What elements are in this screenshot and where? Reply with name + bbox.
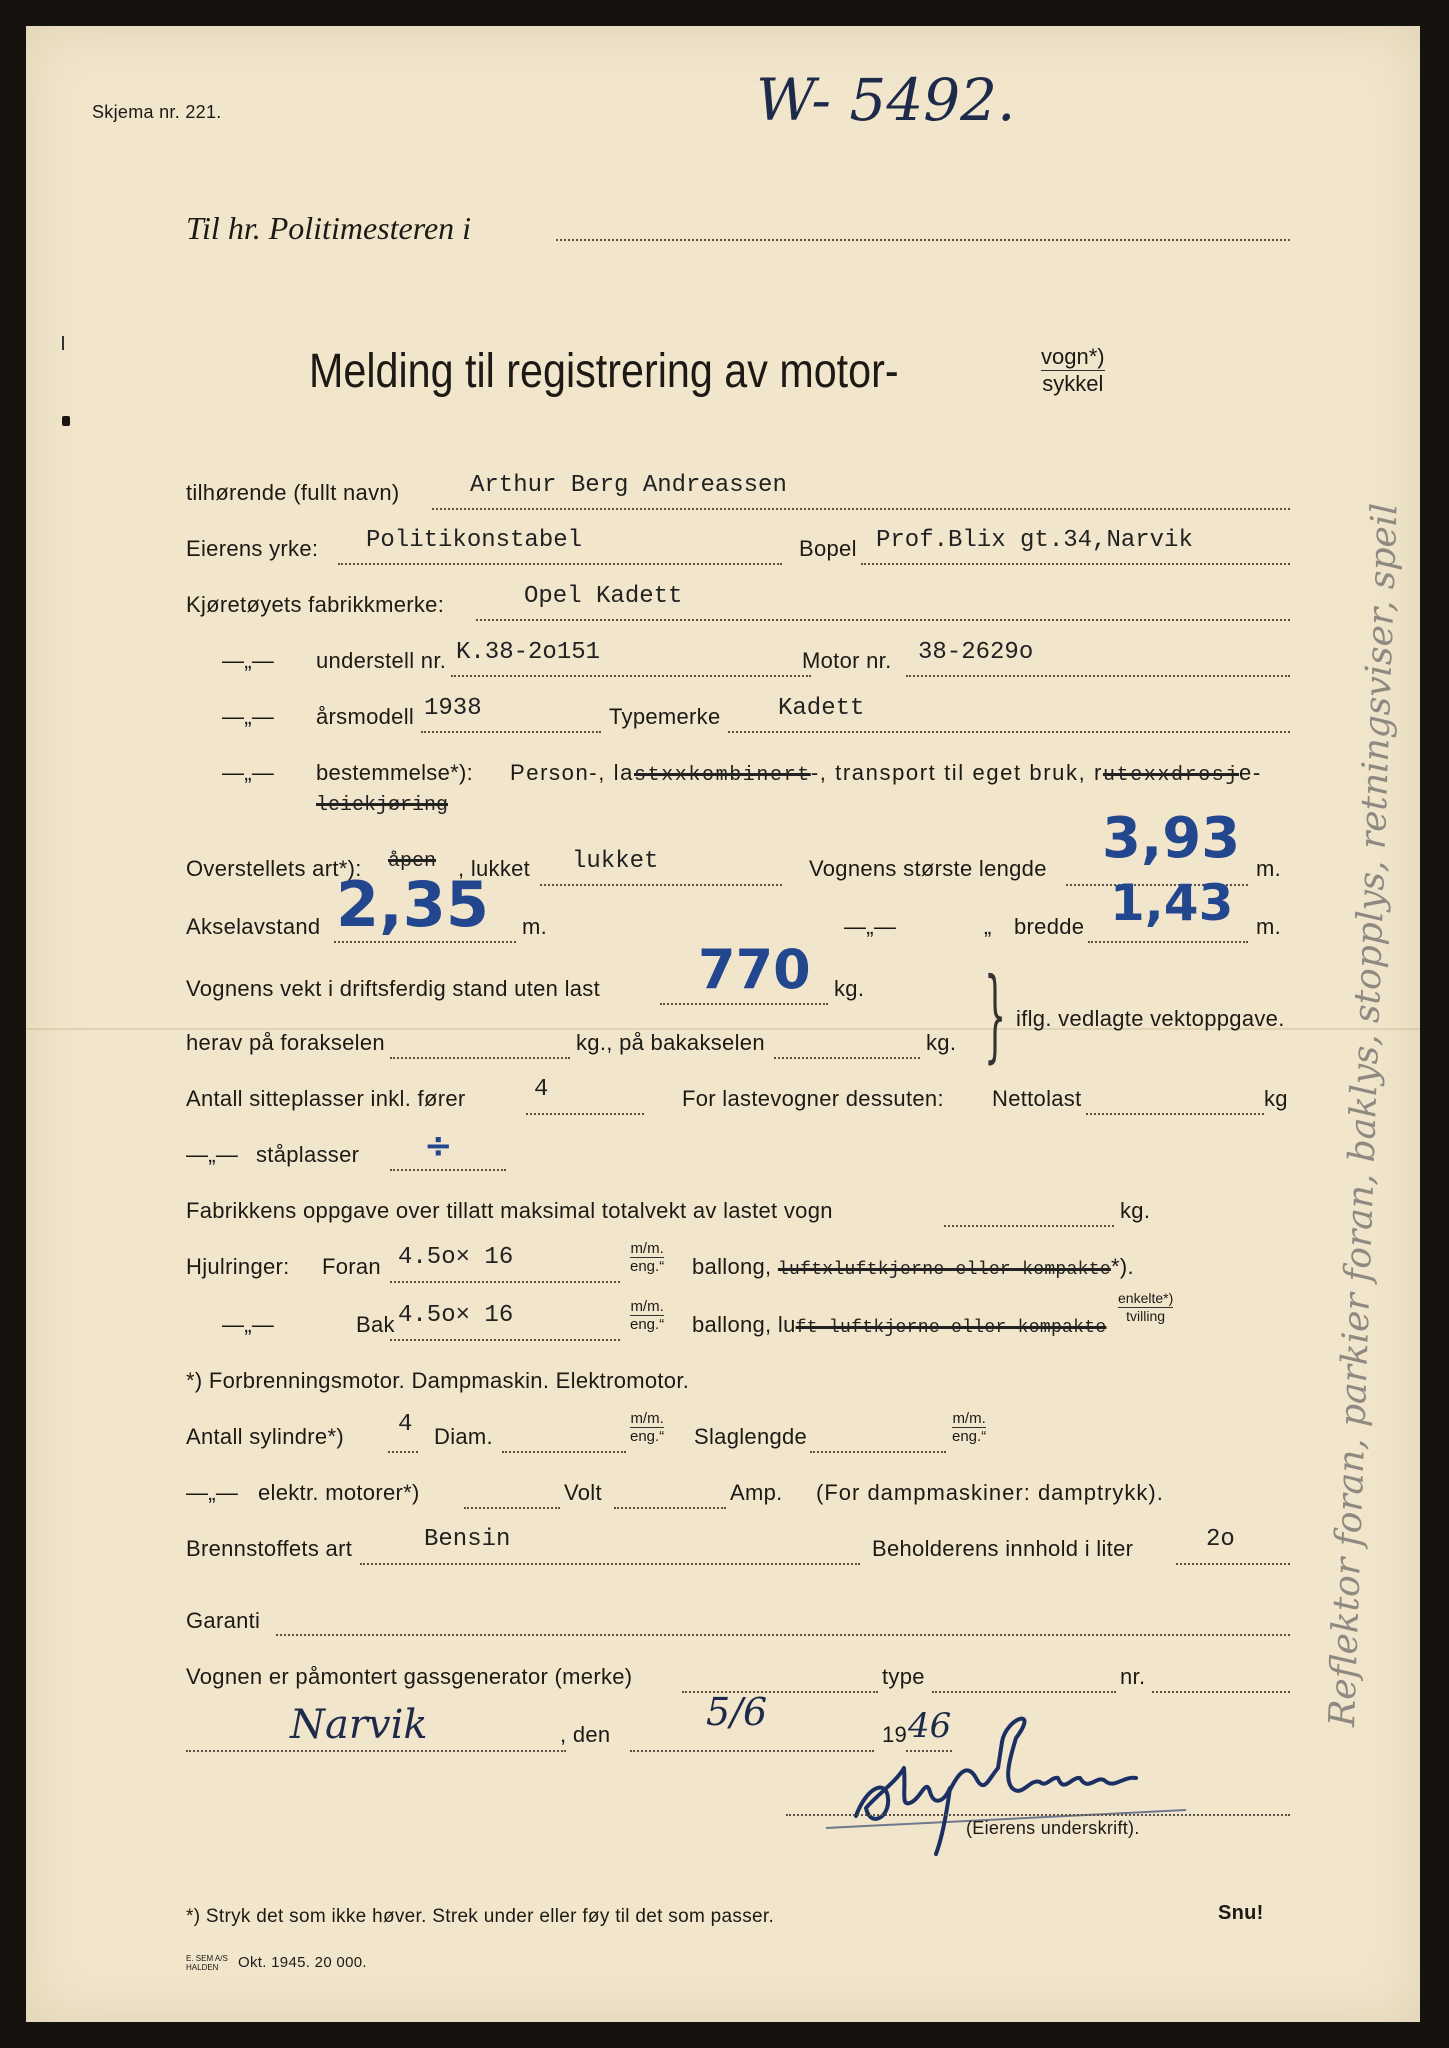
tank-label: Beholderens innhold i liter (872, 1536, 1134, 1561)
printer-mark (186, 1954, 228, 1972)
tires-rear-label: Bak (356, 1312, 395, 1337)
trucks-label: For lastevogner dessuten: (682, 1086, 944, 1111)
width-label: bredde (1014, 914, 1085, 939)
unit-eng: eng.“ (630, 1428, 665, 1445)
width-value: 1,43 (1110, 874, 1234, 932)
weight-label: Vognens vekt i driftsferdig stand uten last (186, 976, 601, 1001)
unit-mm: m/m. (630, 1240, 664, 1257)
body-label: Overstellets art*): (186, 856, 362, 881)
fuel-line (360, 1563, 860, 1565)
occupation-label: Eierens yrke: (186, 536, 319, 561)
net-load-unit: kg (1264, 1086, 1288, 1111)
ditto-mark: —„— (222, 1312, 275, 1337)
unit-eng: eng.“ (630, 1258, 665, 1275)
date-den-label: , den (560, 1722, 611, 1747)
weight-line (660, 1003, 828, 1005)
tires-front-struck: luftxluftkjerne eller kompakte (777, 1260, 1111, 1280)
guarantee-line (276, 1634, 1290, 1636)
owner-name: Arthur Berg Andreassen (470, 472, 787, 499)
rear-axle-unit: kg. (926, 1030, 957, 1055)
purpose-label: bestemmelse*): (316, 760, 474, 785)
ditto-mark: —„— (844, 914, 897, 939)
guarantee-label: Garanti (186, 1608, 261, 1633)
option-twin: tvilling (1126, 1308, 1166, 1324)
year-prefix: 19 (882, 1722, 908, 1747)
tires-rear-unit (630, 1298, 664, 1333)
edge-mark (62, 336, 64, 350)
electric-motors-line (464, 1507, 560, 1509)
body-struck-open: åpen (388, 850, 437, 873)
length-value: 3,93 (1102, 806, 1241, 871)
occupation-line (338, 563, 782, 565)
file-number: W- 5492. (756, 66, 1016, 134)
chassis-value: K.38-2o151 (456, 639, 601, 666)
diameter-label: Diam. (434, 1424, 493, 1449)
make-value: Opel Kadett (524, 583, 683, 610)
footnote: *) Stryk det som ikke høver. Strek under eller føy til det som passer. (186, 1906, 775, 1927)
residence-value: Prof.Blix gt.34,Narvik (876, 527, 1193, 554)
body-value: lukket (572, 848, 659, 875)
purpose-struck-combined: stxxkombinert (633, 764, 811, 787)
form-title: Melding til registrering av motor- (309, 345, 899, 398)
motor-value: 38-2629o (918, 639, 1034, 666)
ditto-mark: —„— (186, 1142, 239, 1167)
addressee-line (556, 239, 1290, 241)
front-axle-line (390, 1057, 570, 1059)
tires-rear-line (390, 1339, 620, 1341)
purpose-struck-taxi: utexxdrosj (1102, 764, 1240, 787)
gas-generator-nr-label: nr. (1120, 1664, 1146, 1689)
cylinders-label: Antall sylindre*) (186, 1424, 344, 1449)
print-edition: Okt. 1945. 20 000. (238, 1954, 367, 1971)
purpose-struck-hire: leiekjøring (316, 794, 449, 817)
signature-line (786, 1814, 1290, 1816)
motor-line (906, 675, 1290, 677)
length-label: Vognens største lengde (809, 856, 1047, 881)
place-value: Narvik (290, 1702, 428, 1748)
place-line (186, 1750, 566, 1752)
type-mark-value: Kadett (778, 695, 865, 722)
wheelbase-line (334, 941, 516, 943)
title-option-sykkel: sykkel (1042, 371, 1104, 396)
max-weight-unit: kg. (1120, 1198, 1151, 1223)
steam-pressure-note: (For dampmaskiner: damptrykk). (816, 1480, 1164, 1505)
tires-front-balloon-text: ballong, (692, 1254, 772, 1279)
owner-line (432, 508, 1290, 510)
electric-motors-label: elektr. motorer*) (258, 1480, 420, 1505)
chassis-label: understell nr. (316, 648, 447, 673)
net-load-line (1086, 1113, 1264, 1115)
chassis-line (451, 675, 811, 677)
unit-mm: m/m. (630, 1298, 664, 1315)
standing-value: ÷ (424, 1126, 453, 1166)
wheelbase-unit: m. (522, 914, 548, 939)
unit-eng: eng.“ (952, 1428, 987, 1445)
body-line (540, 884, 782, 886)
cylinders-line (388, 1451, 418, 1453)
ditto-mark: —„— (222, 704, 275, 729)
volt-line (614, 1507, 726, 1509)
make-label: Kjøretøyets fabrikkmerke: (186, 592, 445, 617)
tires-rear-single-twin (1118, 1290, 1173, 1325)
tires-front-line (390, 1281, 620, 1283)
tires-front-balloon (692, 1254, 1134, 1280)
tank-value: 2o (1206, 1526, 1235, 1553)
tires-front-label: Foran (322, 1254, 381, 1279)
weight-value: 770 (698, 938, 811, 1001)
standing-line (390, 1169, 506, 1171)
title-vehicle-options (1041, 344, 1105, 397)
unit-mm: m/m. (952, 1410, 986, 1427)
model-year-line (421, 731, 601, 733)
title-option-vogn: vogn*) (1041, 344, 1105, 369)
width-line (1088, 941, 1248, 943)
tires-rear-value: 4.5o× 16 (398, 1302, 514, 1329)
margin-note: Reflektor foran, parkier foran, baklys, stopplys, retningsviser, speil (1322, 502, 1406, 1728)
wheelbase-label: Akselavstand (186, 914, 321, 939)
type-mark-line (728, 731, 1290, 733)
net-load-label: Nettolast (992, 1086, 1082, 1111)
body-closed-option: , lukket (458, 856, 531, 881)
seats-value: 4 (534, 1076, 549, 1103)
diameter-unit (630, 1410, 664, 1445)
punch-hole (62, 416, 70, 426)
form-number: Skjema nr. 221. (92, 102, 222, 122)
tires-front-end: *). (1110, 1254, 1134, 1279)
make-line (476, 619, 1290, 621)
weight-unit: kg. (834, 976, 865, 1001)
option-single: enkelte*) (1118, 1290, 1174, 1306)
gas-generator-type-line (932, 1691, 1116, 1693)
occupation-value: Politikonstabel (366, 527, 583, 554)
volt-label: Volt (564, 1480, 602, 1505)
gas-generator-label: Vognen er påmontert gassgenerator (merke) (186, 1664, 633, 1689)
stroke-line (810, 1451, 946, 1453)
gas-generator-nr-line (1152, 1691, 1290, 1693)
tires-front-unit (630, 1240, 664, 1275)
type-mark-label: Typemerke (609, 704, 721, 729)
year-suffix: 46 (908, 1706, 952, 1746)
purpose-options (510, 760, 1262, 787)
unit-mm: m/m. (630, 1410, 664, 1427)
model-year-value: 1938 (424, 695, 482, 722)
engine-kind: *) Forbrenningsmotor. Dampmaskin. Elektromotor. (186, 1368, 690, 1393)
amp-label: Amp. (730, 1480, 783, 1505)
tires-front-value: 4.5o× 16 (398, 1244, 514, 1271)
max-weight-label: Fabrikkens oppgave over tillatt maksimal totalvekt av lastet vogn (186, 1198, 833, 1223)
rear-axle-line (774, 1057, 920, 1059)
wheelbase-value: 2,35 (336, 868, 489, 941)
tires-rear-balloon-text: ballong, lu (692, 1312, 796, 1337)
owner-label: tilhørende (fullt navn) (186, 480, 400, 505)
ditto-mark: —„— (186, 1480, 239, 1505)
motor-label: Motor nr. (802, 648, 892, 673)
tank-line (1176, 1563, 1290, 1565)
date-value: 5/6 (706, 1690, 768, 1734)
turn-over-note: Snu! (1218, 1902, 1264, 1924)
printer-city: HALDEN (186, 1963, 219, 1972)
registration-form (26, 26, 1420, 2022)
ditto-mark: —„— (222, 760, 275, 785)
tires-rear-struck: ft luftkjerne eller kompakte (795, 1318, 1107, 1338)
signature-caption: (Eierens underskrift). (966, 1818, 1140, 1838)
purpose-hyphen: e- (1239, 760, 1262, 785)
length-unit: m. (1256, 856, 1282, 881)
purpose-transport: -, transport til eget bruk, r (810, 760, 1103, 785)
standing-label: ståplasser (256, 1142, 360, 1167)
model-year-label: årsmodell (316, 704, 415, 729)
max-weight-line (944, 1225, 1114, 1227)
fuel-value: Bensin (424, 1526, 511, 1553)
axle-brace: } (984, 956, 1007, 1073)
front-axle-label: herav på forakselen (186, 1030, 385, 1055)
addressee: Til hr. Politimesteren i (186, 210, 472, 246)
ditto-mark: —„— (222, 648, 275, 673)
stroke-label: Slaglengde (694, 1424, 808, 1449)
fuel-label: Brennstoffets art (186, 1536, 353, 1561)
stroke-unit (952, 1410, 986, 1445)
diameter-line (502, 1451, 626, 1453)
width-unit: m. (1256, 914, 1282, 939)
seats-line (526, 1113, 644, 1115)
rear-axle-label: kg., på bakakselen (576, 1030, 765, 1055)
seats-label: Antall sitteplasser inkl. fører (186, 1086, 466, 1111)
gas-generator-type-label: type (882, 1664, 925, 1689)
axle-note: iflg. vedlagte vektoppgave. (1016, 1006, 1285, 1031)
printer-name: E. SEM A/S (186, 1954, 228, 1963)
purpose-person: Person-, la (510, 760, 634, 785)
width-quote: „ (984, 914, 992, 939)
residence-label: Bopel (799, 536, 857, 561)
tires-label: Hjulringer: (186, 1254, 290, 1279)
residence-line (861, 563, 1290, 565)
cylinders-value: 4 (398, 1411, 413, 1438)
tires-rear-balloon (692, 1312, 1106, 1338)
unit-eng: eng.“ (630, 1316, 665, 1333)
